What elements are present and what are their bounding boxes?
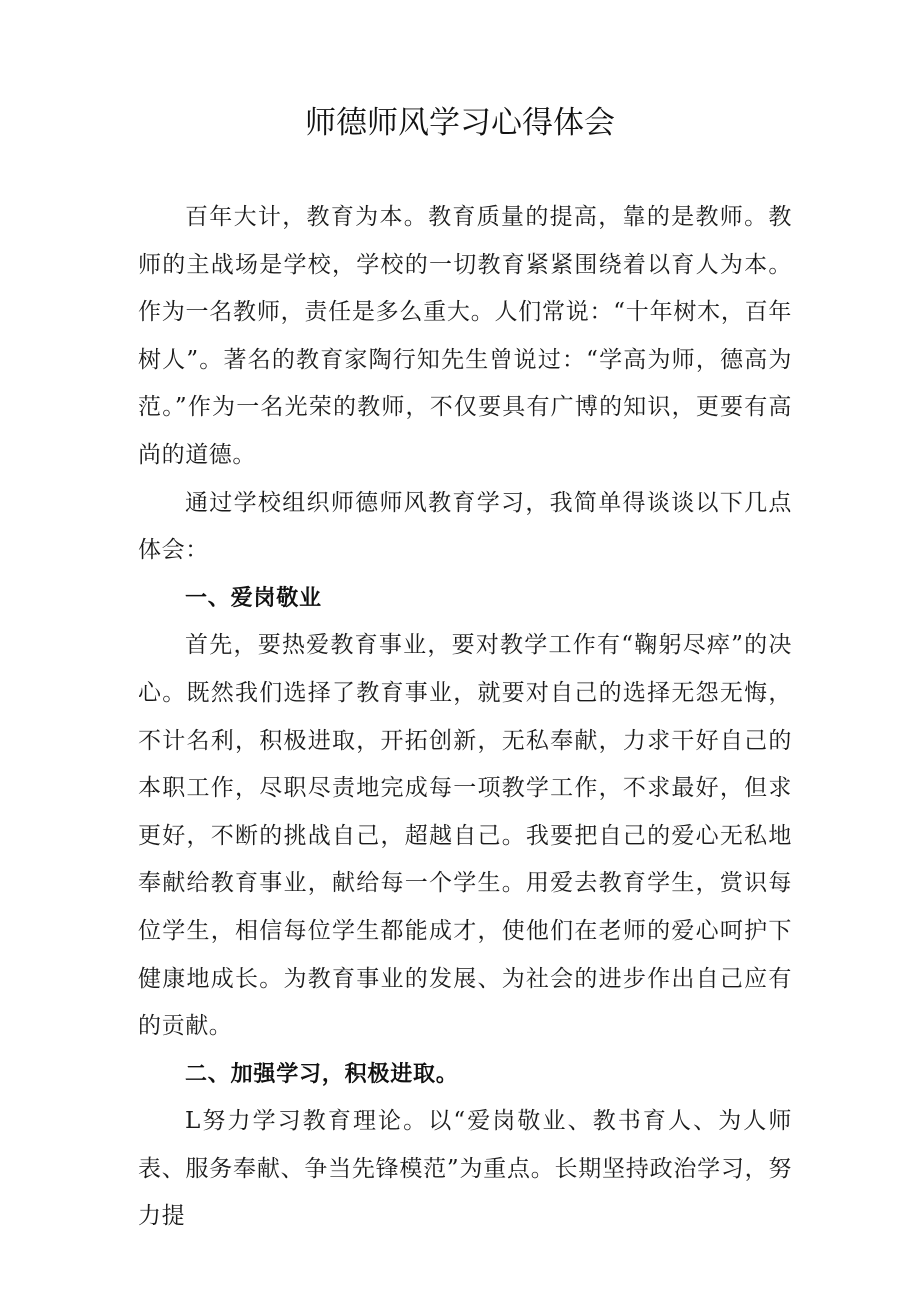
intro-paragraph: 百年大计，教育为本。教育质量的提高，靠的是教师。教师的主战场是学校，学校的一切教育紧紧围绕着以育人为本。作为一名教师，责任是多么重大。人们常说：“十年树木，百年树人”。著名的教育家陶行知先生曾说过：“学高为师，德高为范。”作为一名光荣的教师，不仅要具有广博的知识，更要有高尚的道德。 [138,204,792,468]
section-heading-1: 一、爱岗敬业 [185,585,322,611]
document-title: 师德师风学习心得体会 [305,105,615,141]
section-1-paragraph: 首先，要热爱教育事业，要对教学工作有“鞠躬尽瘁”的决心。既然我们选择了教育事业，就要对自己的选择无怨无悔，不计名利，积极进取，开拓创新，无私奉献，力求干好自己的本职工作，尽职尽责地完成每一项教学工作，不求最好，但求更好，不断的挑战自己，超越自己。我要把自己的爱心无私地奉献给教育事业，献给每一个学生。用爱去教育学生，赏识每位学生，相信每位学生都能成才，使他们在老师的爱心呵护下健康地成长。为教育事业的发展、为社会的进步作出自己应有的贡献。 [138,632,792,1040]
section-heading-2: 二、加强学习，积极进取。 [185,1061,459,1087]
transition-paragraph: 通过学校组织师德师风教育学习，我简单得谈谈以下几点体会： [138,489,792,564]
section-2-paragraph: L努力学习教育理论。以“爱岗敬业、教书育人、为人师表、服务奉献、争当先锋模范”为重点。长期坚持政治学习，努力提 [138,1108,792,1230]
document-body [138,194,792,1241]
